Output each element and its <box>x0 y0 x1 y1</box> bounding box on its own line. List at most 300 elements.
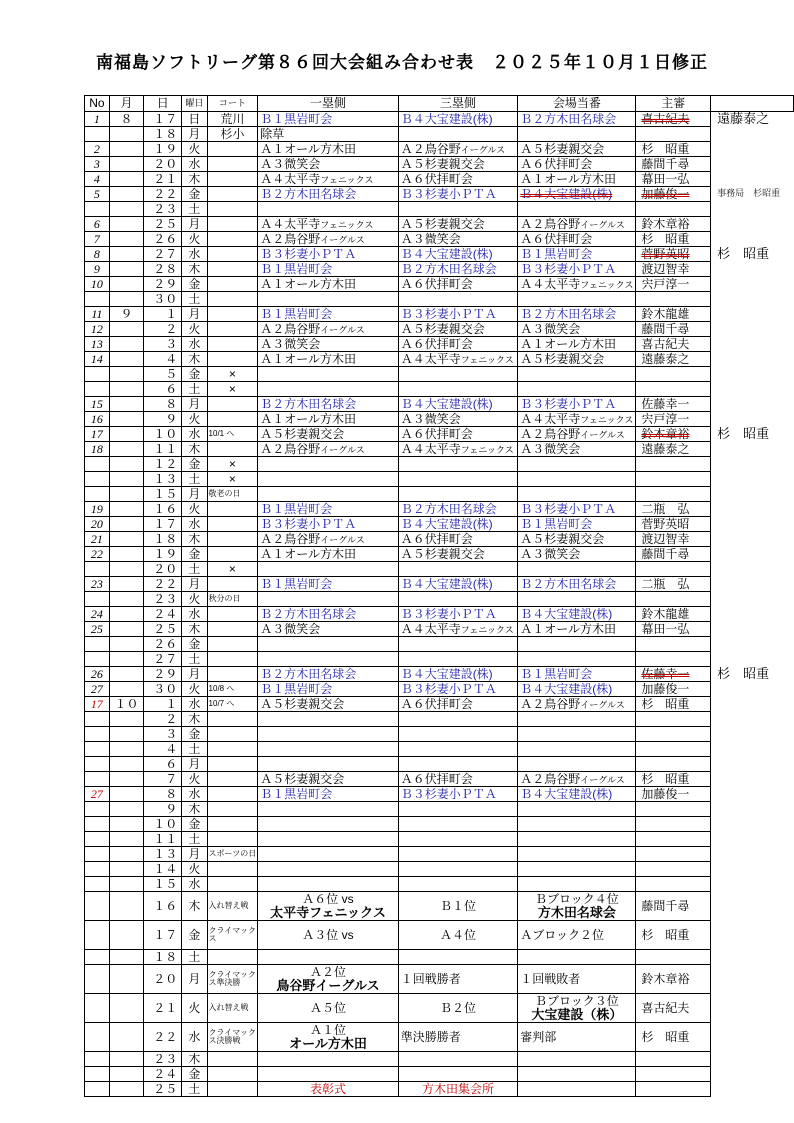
court-cell <box>207 292 258 307</box>
duty-cell: Ｂ１黒岩町会 <box>518 247 636 262</box>
first-base-cell <box>258 847 398 862</box>
table-row <box>85 622 794 637</box>
note-cell <box>711 142 794 157</box>
day-cell: ２ <box>144 712 182 727</box>
umpire-cell: 幕田一弘 <box>636 172 711 187</box>
month-cell <box>109 607 143 622</box>
table-row <box>85 427 794 442</box>
month-cell <box>109 1052 143 1067</box>
no-cell <box>85 712 110 727</box>
third-base-cell <box>398 847 518 862</box>
month-cell <box>109 652 143 667</box>
note-cell <box>711 712 794 727</box>
day-cell: ２３ <box>144 592 182 607</box>
umpire-cell <box>636 457 711 472</box>
table-row <box>85 142 794 157</box>
day-cell: ４ <box>144 742 182 757</box>
header-first-base: 一塁側 <box>258 96 398 112</box>
weekday-cell: 日 <box>182 112 207 127</box>
month-cell <box>109 577 143 592</box>
note-cell <box>711 307 794 322</box>
umpire-cell <box>636 817 711 832</box>
first-base-cell <box>258 1052 398 1067</box>
note-cell <box>711 950 794 965</box>
duty-cell: Ａ６伏拝町会 <box>518 157 636 172</box>
third-base-cell: Ｂ３杉妻小ＰＴＡ <box>398 307 518 322</box>
court-cell <box>207 442 258 457</box>
weekday-cell: 火 <box>182 232 207 247</box>
third-base-cell: Ｂ２方木田名球会 <box>398 262 518 277</box>
umpire-cell <box>636 637 711 652</box>
umpire-cell <box>636 562 711 577</box>
court-cell: 敬老の日 <box>207 487 258 502</box>
duty-cell <box>518 202 636 217</box>
table-row <box>85 487 794 502</box>
no-cell: 27 <box>85 682 110 697</box>
duty-cell: Ｂブロック３位 大宝建設（株） <box>518 994 636 1023</box>
no-cell <box>85 757 110 772</box>
umpire-cell: 佐藤幸一 <box>636 397 711 412</box>
court-cell: × <box>207 472 258 487</box>
no-cell: 22 <box>85 547 110 562</box>
no-cell <box>85 457 110 472</box>
court-cell <box>207 757 258 772</box>
month-cell <box>109 262 143 277</box>
duty-cell <box>518 592 636 607</box>
note-cell <box>711 965 794 994</box>
note-cell: 遠藤泰之 <box>717 111 770 127</box>
note-cell <box>711 292 794 307</box>
month-cell <box>109 157 143 172</box>
court-cell: 入れ替え戦 <box>207 892 258 921</box>
note-cell <box>711 442 794 457</box>
first-base-cell: Ａ４太平寺フェニックス <box>258 217 398 232</box>
weekday-cell: 金 <box>182 187 207 202</box>
duty-cell: Ｂ３杉妻小ＰＴＡ <box>518 502 636 517</box>
weekday-cell: 月 <box>182 667 207 682</box>
table-row <box>85 532 794 547</box>
court-cell <box>207 862 258 877</box>
duty-cell: Ｂブロック４位 方木田名球会 <box>518 892 636 921</box>
umpire-cell: 喜古紀夫 <box>636 994 711 1023</box>
first-base-cell: Ａ２鳥谷野イーグルス <box>258 442 398 457</box>
day-cell: ２５ <box>144 1082 182 1097</box>
umpire-cell <box>636 1082 711 1097</box>
month-cell <box>109 622 143 637</box>
day-cell: １１ <box>144 442 182 457</box>
umpire-cell: 二瓶 弘 <box>636 502 711 517</box>
weekday-cell: 木 <box>182 622 207 637</box>
duty-cell: Ａ２鳥谷野イーグルス <box>518 427 636 442</box>
note-cell <box>711 1082 794 1097</box>
no-cell <box>85 802 110 817</box>
table-row <box>85 652 794 667</box>
umpire-cell <box>636 127 711 142</box>
note-cell <box>711 994 794 1023</box>
no-cell <box>85 877 110 892</box>
no-cell <box>85 742 110 757</box>
day-cell: ９ <box>144 412 182 427</box>
table-row <box>85 157 794 172</box>
table-row <box>85 592 794 607</box>
weekday-cell: 水 <box>182 697 207 712</box>
weekday-cell: 火 <box>182 682 207 697</box>
umpire-cell <box>636 1067 711 1082</box>
third-base-cell: Ｂ３杉妻小ＰＴＡ <box>398 607 518 622</box>
court-cell <box>207 232 258 247</box>
note-cell <box>711 202 794 217</box>
first-base-cell <box>258 202 398 217</box>
day-cell: ９ <box>144 802 182 817</box>
court-cell <box>207 877 258 892</box>
duty-cell <box>518 847 636 862</box>
first-base-cell: Ｂ１黒岩町会 <box>258 307 398 322</box>
duty-cell <box>518 832 636 847</box>
umpire-cell <box>636 292 711 307</box>
no-cell <box>85 1082 110 1097</box>
duty-cell <box>518 757 636 772</box>
third-base-cell: Ａ４太平寺フェニックス <box>398 442 518 457</box>
duty-cell <box>518 637 636 652</box>
third-base-cell: Ａ３微笑会 <box>398 232 518 247</box>
month-cell <box>109 592 143 607</box>
court-cell <box>207 502 258 517</box>
day-cell: ２６ <box>144 637 182 652</box>
duty-cell <box>518 802 636 817</box>
third-base-cell: Ａ６伏拝町会 <box>398 697 518 712</box>
first-base-cell: Ａ１オール方木田 <box>258 547 398 562</box>
first-base-cell: Ｂ３杉妻小ＰＴＡ <box>258 517 398 532</box>
no-cell: 9 <box>85 262 110 277</box>
court-cell <box>207 157 258 172</box>
day-cell: ２２ <box>144 1023 182 1052</box>
weekday-cell: 金 <box>182 637 207 652</box>
header-note-spacer <box>711 96 794 112</box>
duty-cell: Ａ２鳥谷野イーグルス <box>518 217 636 232</box>
no-cell: 26 <box>85 667 110 682</box>
court-cell <box>207 202 258 217</box>
umpire-cell: 幕田一弘 <box>636 622 711 637</box>
third-base-cell <box>398 487 518 502</box>
day-cell: １８ <box>144 532 182 547</box>
no-cell: 18 <box>85 442 110 457</box>
no-cell: 5 <box>85 187 110 202</box>
first-base-cell <box>258 472 398 487</box>
no-cell <box>85 847 110 862</box>
duty-cell: Ｂ４大宝建設(株) <box>518 787 636 802</box>
third-base-cell: Ａ６伏拝町会 <box>398 427 518 442</box>
first-base-cell <box>258 757 398 772</box>
first-base-cell <box>258 862 398 877</box>
third-base-cell: Ａ５杉妻親交会 <box>398 217 518 232</box>
court-cell: 秋分の日 <box>207 592 258 607</box>
month-cell <box>109 727 143 742</box>
note-cell <box>711 277 794 292</box>
first-base-cell: Ａ４太平寺フェニックス <box>258 172 398 187</box>
weekday-cell: 土 <box>182 652 207 667</box>
third-base-cell: Ｂ３杉妻小ＰＴＡ <box>398 187 518 202</box>
note-cell: 杉 昭重 <box>717 666 770 682</box>
day-cell: １７ <box>144 112 182 127</box>
first-base-cell <box>258 487 398 502</box>
first-base-cell: Ａ３位 vs <box>258 921 398 950</box>
duty-cell: Ｂ２方木田名球会 <box>518 577 636 592</box>
court-cell: 杉小 <box>207 127 258 142</box>
no-cell <box>85 472 110 487</box>
court-cell <box>207 547 258 562</box>
first-base-cell <box>258 817 398 832</box>
umpire-cell <box>636 652 711 667</box>
note-cell: 事務局 杉昭重 <box>717 188 781 199</box>
table-row <box>85 1082 794 1097</box>
duty-cell: Ｂ４大宝建設(株) <box>518 682 636 697</box>
duty-cell <box>518 292 636 307</box>
first-base-cell <box>258 727 398 742</box>
weekday-cell: 火 <box>182 502 207 517</box>
no-cell <box>85 832 110 847</box>
day-cell: ２９ <box>144 277 182 292</box>
duty-cell: Ｂ２方木田名球会 <box>518 112 636 127</box>
table-row <box>85 832 794 847</box>
note-cell <box>711 1023 794 1052</box>
note-cell <box>711 232 794 247</box>
header-umpire: 主審 <box>636 96 711 112</box>
third-base-cell: 準決勝勝者 <box>398 1023 518 1052</box>
court-cell <box>207 577 258 592</box>
third-base-cell <box>398 637 518 652</box>
header-no: No <box>85 96 110 112</box>
third-base-cell: Ａ４太平寺フェニックス <box>398 352 518 367</box>
court-cell <box>207 727 258 742</box>
court-cell <box>207 950 258 965</box>
weekday-cell: 火 <box>182 322 207 337</box>
day-cell: ３ <box>144 727 182 742</box>
table-row <box>85 877 794 892</box>
weekday-cell: 水 <box>182 607 207 622</box>
court-cell <box>207 832 258 847</box>
weekday-cell: 火 <box>182 862 207 877</box>
note-cell <box>711 757 794 772</box>
court-cell <box>207 1082 258 1097</box>
third-base-cell <box>398 727 518 742</box>
day-cell: １５ <box>144 877 182 892</box>
court-cell: クライマックス <box>207 921 258 950</box>
month-cell <box>109 442 143 457</box>
duty-cell: Ａ２鳥谷野イーグルス <box>518 772 636 787</box>
table-row <box>85 637 794 652</box>
third-base-cell <box>398 652 518 667</box>
umpire-cell: 杉 昭重 <box>636 232 711 247</box>
table-row <box>85 517 794 532</box>
table-row <box>85 892 794 921</box>
page-title: 南福島ソフトリーグ第８６回大会組み合わせ表 ２０２５年１０月１日修正 <box>96 53 708 72</box>
first-base-cell: Ｂ１黒岩町会 <box>258 682 398 697</box>
note-cell <box>711 352 794 367</box>
day-cell: ２４ <box>144 607 182 622</box>
note-cell <box>711 157 794 172</box>
duty-cell: Ａ５杉妻親交会 <box>518 142 636 157</box>
third-base-cell <box>398 950 518 965</box>
duty-cell <box>518 1052 636 1067</box>
note-cell <box>711 172 794 187</box>
table-row <box>85 712 794 727</box>
umpire-cell <box>636 862 711 877</box>
third-base-cell: Ｂ４大宝建設(株) <box>398 577 518 592</box>
no-cell: 13 <box>85 337 110 352</box>
day-cell: １１ <box>144 832 182 847</box>
no-cell <box>85 727 110 742</box>
no-cell <box>85 202 110 217</box>
day-cell: ３０ <box>144 682 182 697</box>
first-base-cell <box>258 592 398 607</box>
month-cell <box>109 547 143 562</box>
weekday-cell: 火 <box>182 772 207 787</box>
month-cell <box>109 502 143 517</box>
court-cell <box>207 517 258 532</box>
weekday-cell: 土 <box>182 742 207 757</box>
court-cell <box>207 742 258 757</box>
third-base-cell: Ｂ４大宝建設(株) <box>398 112 518 127</box>
month-cell <box>109 487 143 502</box>
no-cell: 27 <box>85 787 110 802</box>
umpire-cell <box>636 487 711 502</box>
umpire-cell <box>636 382 711 397</box>
day-cell: １４ <box>144 862 182 877</box>
weekday-cell: 水 <box>182 157 207 172</box>
table-row <box>85 307 794 322</box>
month-cell: ８ <box>109 112 143 127</box>
court-cell <box>207 187 258 202</box>
day-cell: ２０ <box>144 157 182 172</box>
no-cell: 24 <box>85 607 110 622</box>
court-cell: × <box>207 382 258 397</box>
first-base-cell <box>258 562 398 577</box>
note-cell <box>711 921 794 950</box>
first-base-cell: Ａ２鳥谷野イーグルス <box>258 532 398 547</box>
third-base-cell <box>398 1052 518 1067</box>
day-cell: １７ <box>144 517 182 532</box>
weekday-cell: 月 <box>182 397 207 412</box>
court-cell: × <box>207 367 258 382</box>
first-base-cell: Ａ５杉妻親交会 <box>258 697 398 712</box>
umpire-cell: 杉 昭重 <box>636 921 711 950</box>
header-month: 月 <box>109 96 143 112</box>
weekday-cell: 金 <box>182 457 207 472</box>
weekday-cell: 土 <box>182 202 207 217</box>
first-base-cell: 表彰式 <box>258 1082 398 1097</box>
header-weekday: 曜日 <box>182 96 207 112</box>
day-cell: ２０ <box>144 562 182 577</box>
umpire-cell <box>636 847 711 862</box>
month-cell <box>109 412 143 427</box>
duty-cell: Ｂ３杉妻小ＰＴＡ <box>518 397 636 412</box>
month-cell <box>109 892 143 921</box>
court-cell <box>207 337 258 352</box>
duty-cell <box>518 457 636 472</box>
day-cell: ６ <box>144 757 182 772</box>
third-base-cell <box>398 832 518 847</box>
court-cell <box>207 172 258 187</box>
day-cell: ２２ <box>144 187 182 202</box>
duty-cell <box>518 817 636 832</box>
note-cell <box>711 127 794 142</box>
umpire-cell <box>636 877 711 892</box>
no-cell <box>85 817 110 832</box>
third-base-cell: Ｂ２方木田名球会 <box>398 502 518 517</box>
court-cell <box>207 322 258 337</box>
third-base-cell: Ａ４位 <box>398 921 518 950</box>
weekday-cell: 土 <box>182 950 207 965</box>
third-base-cell <box>398 742 518 757</box>
weekday-cell: 金 <box>182 1067 207 1082</box>
table-row <box>85 950 794 965</box>
court-cell <box>207 607 258 622</box>
third-base-cell: １回戦勝者 <box>398 965 518 994</box>
court-cell <box>207 817 258 832</box>
umpire-cell <box>636 727 711 742</box>
umpire-cell: 杉 昭重 <box>636 697 711 712</box>
day-cell: １２ <box>144 457 182 472</box>
duty-cell <box>518 1082 636 1097</box>
day-cell: ２７ <box>144 652 182 667</box>
weekday-cell: 月 <box>182 757 207 772</box>
court-cell <box>207 247 258 262</box>
table-row <box>85 1023 794 1052</box>
weekday-cell: 土 <box>182 562 207 577</box>
umpire-cell: 藤間千尋 <box>636 547 711 562</box>
first-base-cell: Ａ１オール方木田 <box>258 142 398 157</box>
third-base-cell: Ｂ２位 <box>398 994 518 1023</box>
table-row <box>85 547 794 562</box>
day-cell: １０ <box>144 427 182 442</box>
header-venue-duty: 会場当番 <box>518 96 636 112</box>
table-row <box>85 352 794 367</box>
court-cell <box>207 397 258 412</box>
duty-cell: Ａ５杉妻親交会 <box>518 352 636 367</box>
note-cell <box>711 607 794 622</box>
third-base-cell: Ａ４太平寺フェニックス <box>398 622 518 637</box>
table-row <box>85 802 794 817</box>
table-row <box>85 202 794 217</box>
third-base-cell <box>398 472 518 487</box>
third-base-cell <box>398 802 518 817</box>
first-base-cell: Ａ５位 <box>258 994 398 1023</box>
day-cell: １６ <box>144 502 182 517</box>
day-cell: ２８ <box>144 262 182 277</box>
duty-cell <box>518 712 636 727</box>
weekday-cell: 木 <box>182 802 207 817</box>
third-base-cell <box>398 592 518 607</box>
court-cell <box>207 772 258 787</box>
table-row <box>85 217 794 232</box>
table-row <box>85 1052 794 1067</box>
weekday-cell: 水 <box>182 247 207 262</box>
note-cell <box>711 517 794 532</box>
first-base-cell <box>258 382 398 397</box>
court-cell <box>207 667 258 682</box>
month-cell <box>109 232 143 247</box>
weekday-cell: 月 <box>182 217 207 232</box>
first-base-cell: Ａ１位 オール方木田 <box>258 1023 398 1052</box>
duty-cell: Ｂ２方木田名球会 <box>518 307 636 322</box>
court-cell <box>207 787 258 802</box>
day-cell: ２９ <box>144 667 182 682</box>
third-base-cell <box>398 757 518 772</box>
weekday-cell: 月 <box>182 307 207 322</box>
duty-cell: Ｂ４大宝建設(株) <box>518 607 636 622</box>
third-base-cell: Ａ６伏拝町会 <box>398 337 518 352</box>
month-cell <box>109 322 143 337</box>
